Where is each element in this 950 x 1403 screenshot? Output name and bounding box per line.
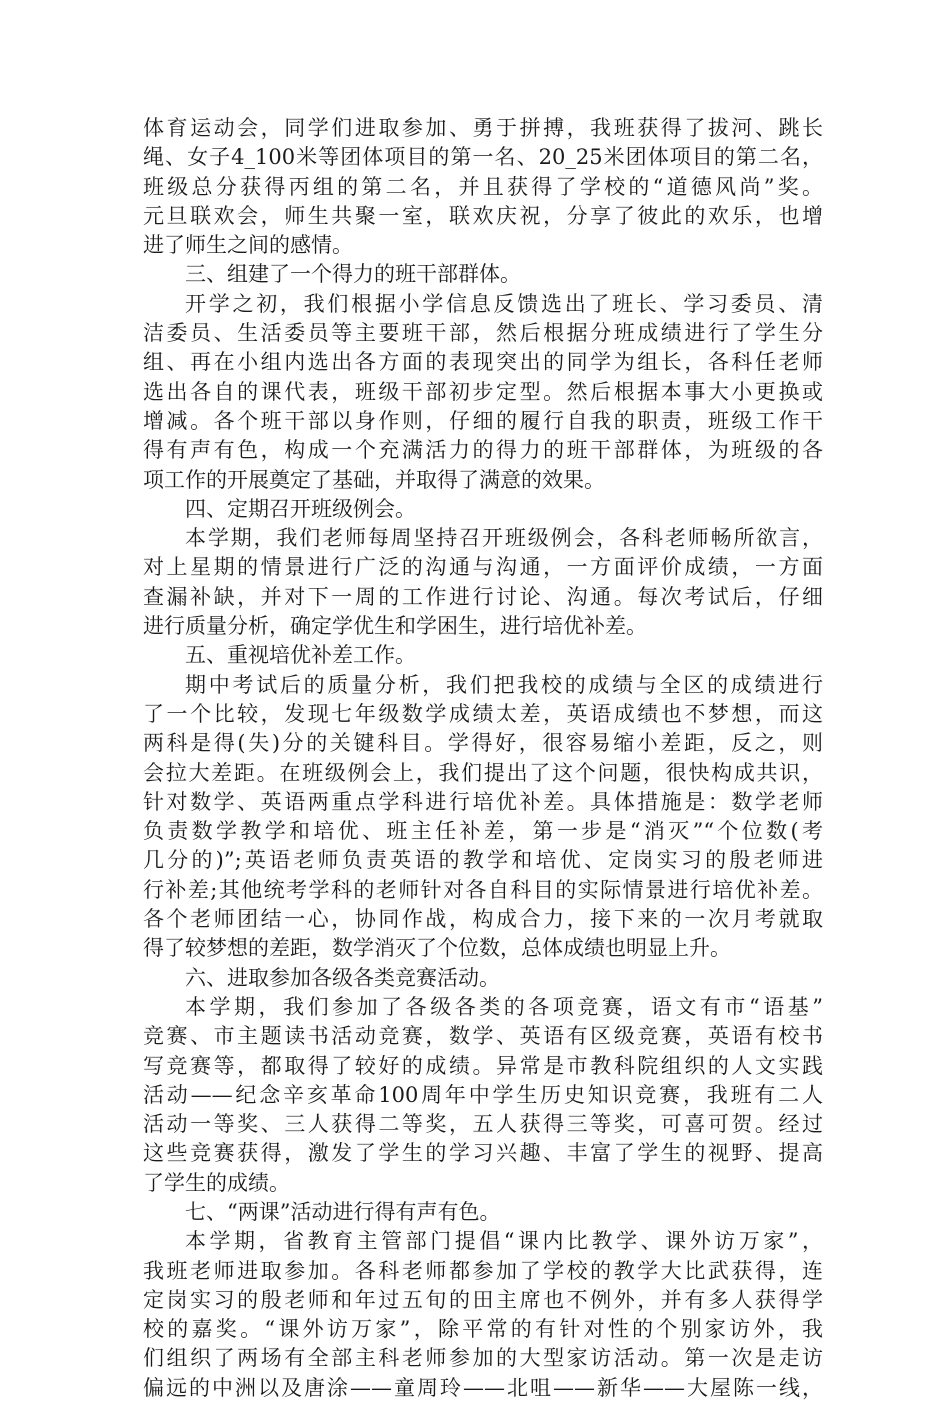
text-line: 定岗实习的殷老师和年过五旬的田主席也不例外，并有多人获得学 xyxy=(143,1287,823,1312)
text-line: 活动——纪念辛亥革命100周年中学生历史知识竞赛，我班有二人 xyxy=(143,1082,823,1107)
text-line: 各个老师团结一心，协同作战，构成合力，接下来的一次月考就取 xyxy=(143,907,823,932)
document-body xyxy=(143,114,823,1403)
text-line: 得有声有色，构成一个充满活力的得力的班干部群体，为班级的各 xyxy=(143,438,823,463)
text-line: 活动一等奖、三人获得二等奖，五人获得三等奖，可喜可贺。经过 xyxy=(143,1112,823,1137)
text-line: 四、定期召开班级例会。 xyxy=(185,496,416,521)
text-line: 六、进取参加各级各类竞赛活动。 xyxy=(185,965,500,990)
text-line: 了学生的成绩。 xyxy=(143,1170,290,1195)
text-line: 本学期，省教育主管部门提倡“课内比教学、课外访万家”， xyxy=(185,1229,823,1254)
text-line: 组、再在小组内选出各方面的表现突出的同学为组长，各科任老师 xyxy=(143,350,823,375)
text-line: 洁委员、生活委员等主要班干部，然后根据分班成绩进行了学生分 xyxy=(143,321,823,346)
text-line: 七、“两课”活动进行得有声有色。 xyxy=(185,1199,501,1224)
text-line: 行补差;其他统考学科的老师针对各自科目的实际情景进行培优补差。 xyxy=(143,877,823,902)
text-line: 偏远的中洲以及唐涂——童周玲——北咀——新华——大屋陈一线， xyxy=(143,1375,823,1400)
text-line: 三、组建了一个得力的班干部群体。 xyxy=(185,262,521,287)
text-line: 针对数学、英语两重点学科进行培优补差。具体措施是：数学老师 xyxy=(143,789,823,814)
text-line: 这些竞赛获得，激发了学生的学习兴趣、丰富了学生的视野、提高 xyxy=(143,1141,823,1166)
text-line: 进了师生之间的感情。 xyxy=(143,233,353,258)
text-line: 项工作的开展奠定了基础，并取得了满意的效果。 xyxy=(143,467,605,492)
text-line: 选出各自的课代表，班级干部初步定型。然后根据本事大小更换或 xyxy=(143,379,823,404)
text-line: 绳、女子4_100米等团体项目的第一名、20_25米团体项目的第二名， xyxy=(143,145,823,170)
text-line: 本学期，我们参加了各级各类的各项竞赛，语文有市“语基” xyxy=(185,994,823,1019)
text-line: 校的嘉奖。“课外访万家”，除平常的有针对性的个别家访外，我 xyxy=(143,1317,823,1342)
text-line: 体育运动会，同学们进取参加、勇于拼搏，我班获得了拔河、跳长 xyxy=(143,116,823,140)
text-line: 负责数学教学和培优、班主任补差，第一步是“消灭”“个位数(考 xyxy=(143,819,823,844)
text-line: 增减。各个班干部以身作则，仔细的履行自我的职责，班级工作干 xyxy=(143,408,823,433)
text-line: 元旦联欢会，师生共聚一室，联欢庆祝，分享了彼此的欢乐，也增 xyxy=(143,203,823,228)
text-line: 会拉大差距。在班级例会上，我们提出了这个问题，很快构成共识， xyxy=(143,760,823,785)
text-line: 期中考试后的质量分析，我们把我校的成绩与全区的成绩进行 xyxy=(185,672,823,697)
text-line: 得了较梦想的差距，数学消灭了个位数，总体成绩也明显上升。 xyxy=(143,936,731,961)
text-line: 查漏补缺，并对下一周的工作进行讨论、沟通。每次考试后，仔细 xyxy=(143,584,823,609)
text-line: 本学期，我们老师每周坚持召开班级例会，各科老师畅所欲言， xyxy=(185,526,823,551)
text-line: 两科是得(失)分的关键科目。学得好，很容易缩小差距，反之，则 xyxy=(143,731,823,756)
text-line: 五、重视培优补差工作。 xyxy=(185,643,416,668)
text-line: 们组织了两场有全部主科老师参加的大型家访活动。第一次是走访 xyxy=(143,1346,823,1371)
text-line: 开学之初，我们根据小学信息反馈选出了班长、学习委员、清 xyxy=(185,291,823,316)
text-line: 我班老师进取参加。各科老师都参加了学校的教学大比武获得，连 xyxy=(143,1258,823,1283)
text-line: 竞赛、市主题读书活动竞赛，数学、英语有区级竞赛，英语有校书 xyxy=(143,1024,823,1049)
text-line: 进行质量分析，确定学优生和学困生，进行培优补差。 xyxy=(143,614,647,639)
text-line: 班级总分获得丙组的第二名，并且获得了学校的“道德风尚”奖。 xyxy=(143,174,823,199)
text-line: 几分的)”;英语老师负责英语的教学和培优、定岗实习的殷老师进 xyxy=(143,848,823,873)
text-line: 了一个比较，发现七年级数学成绩太差，英语成绩也不梦想，而这 xyxy=(143,701,823,726)
text-line: 写竞赛等，都取得了较好的成绩。异常是市教科院组织的人文实践 xyxy=(143,1053,823,1078)
text-line: 对上星期的情景进行广泛的沟通与沟通，一方面评价成绩，一方面 xyxy=(143,555,823,580)
